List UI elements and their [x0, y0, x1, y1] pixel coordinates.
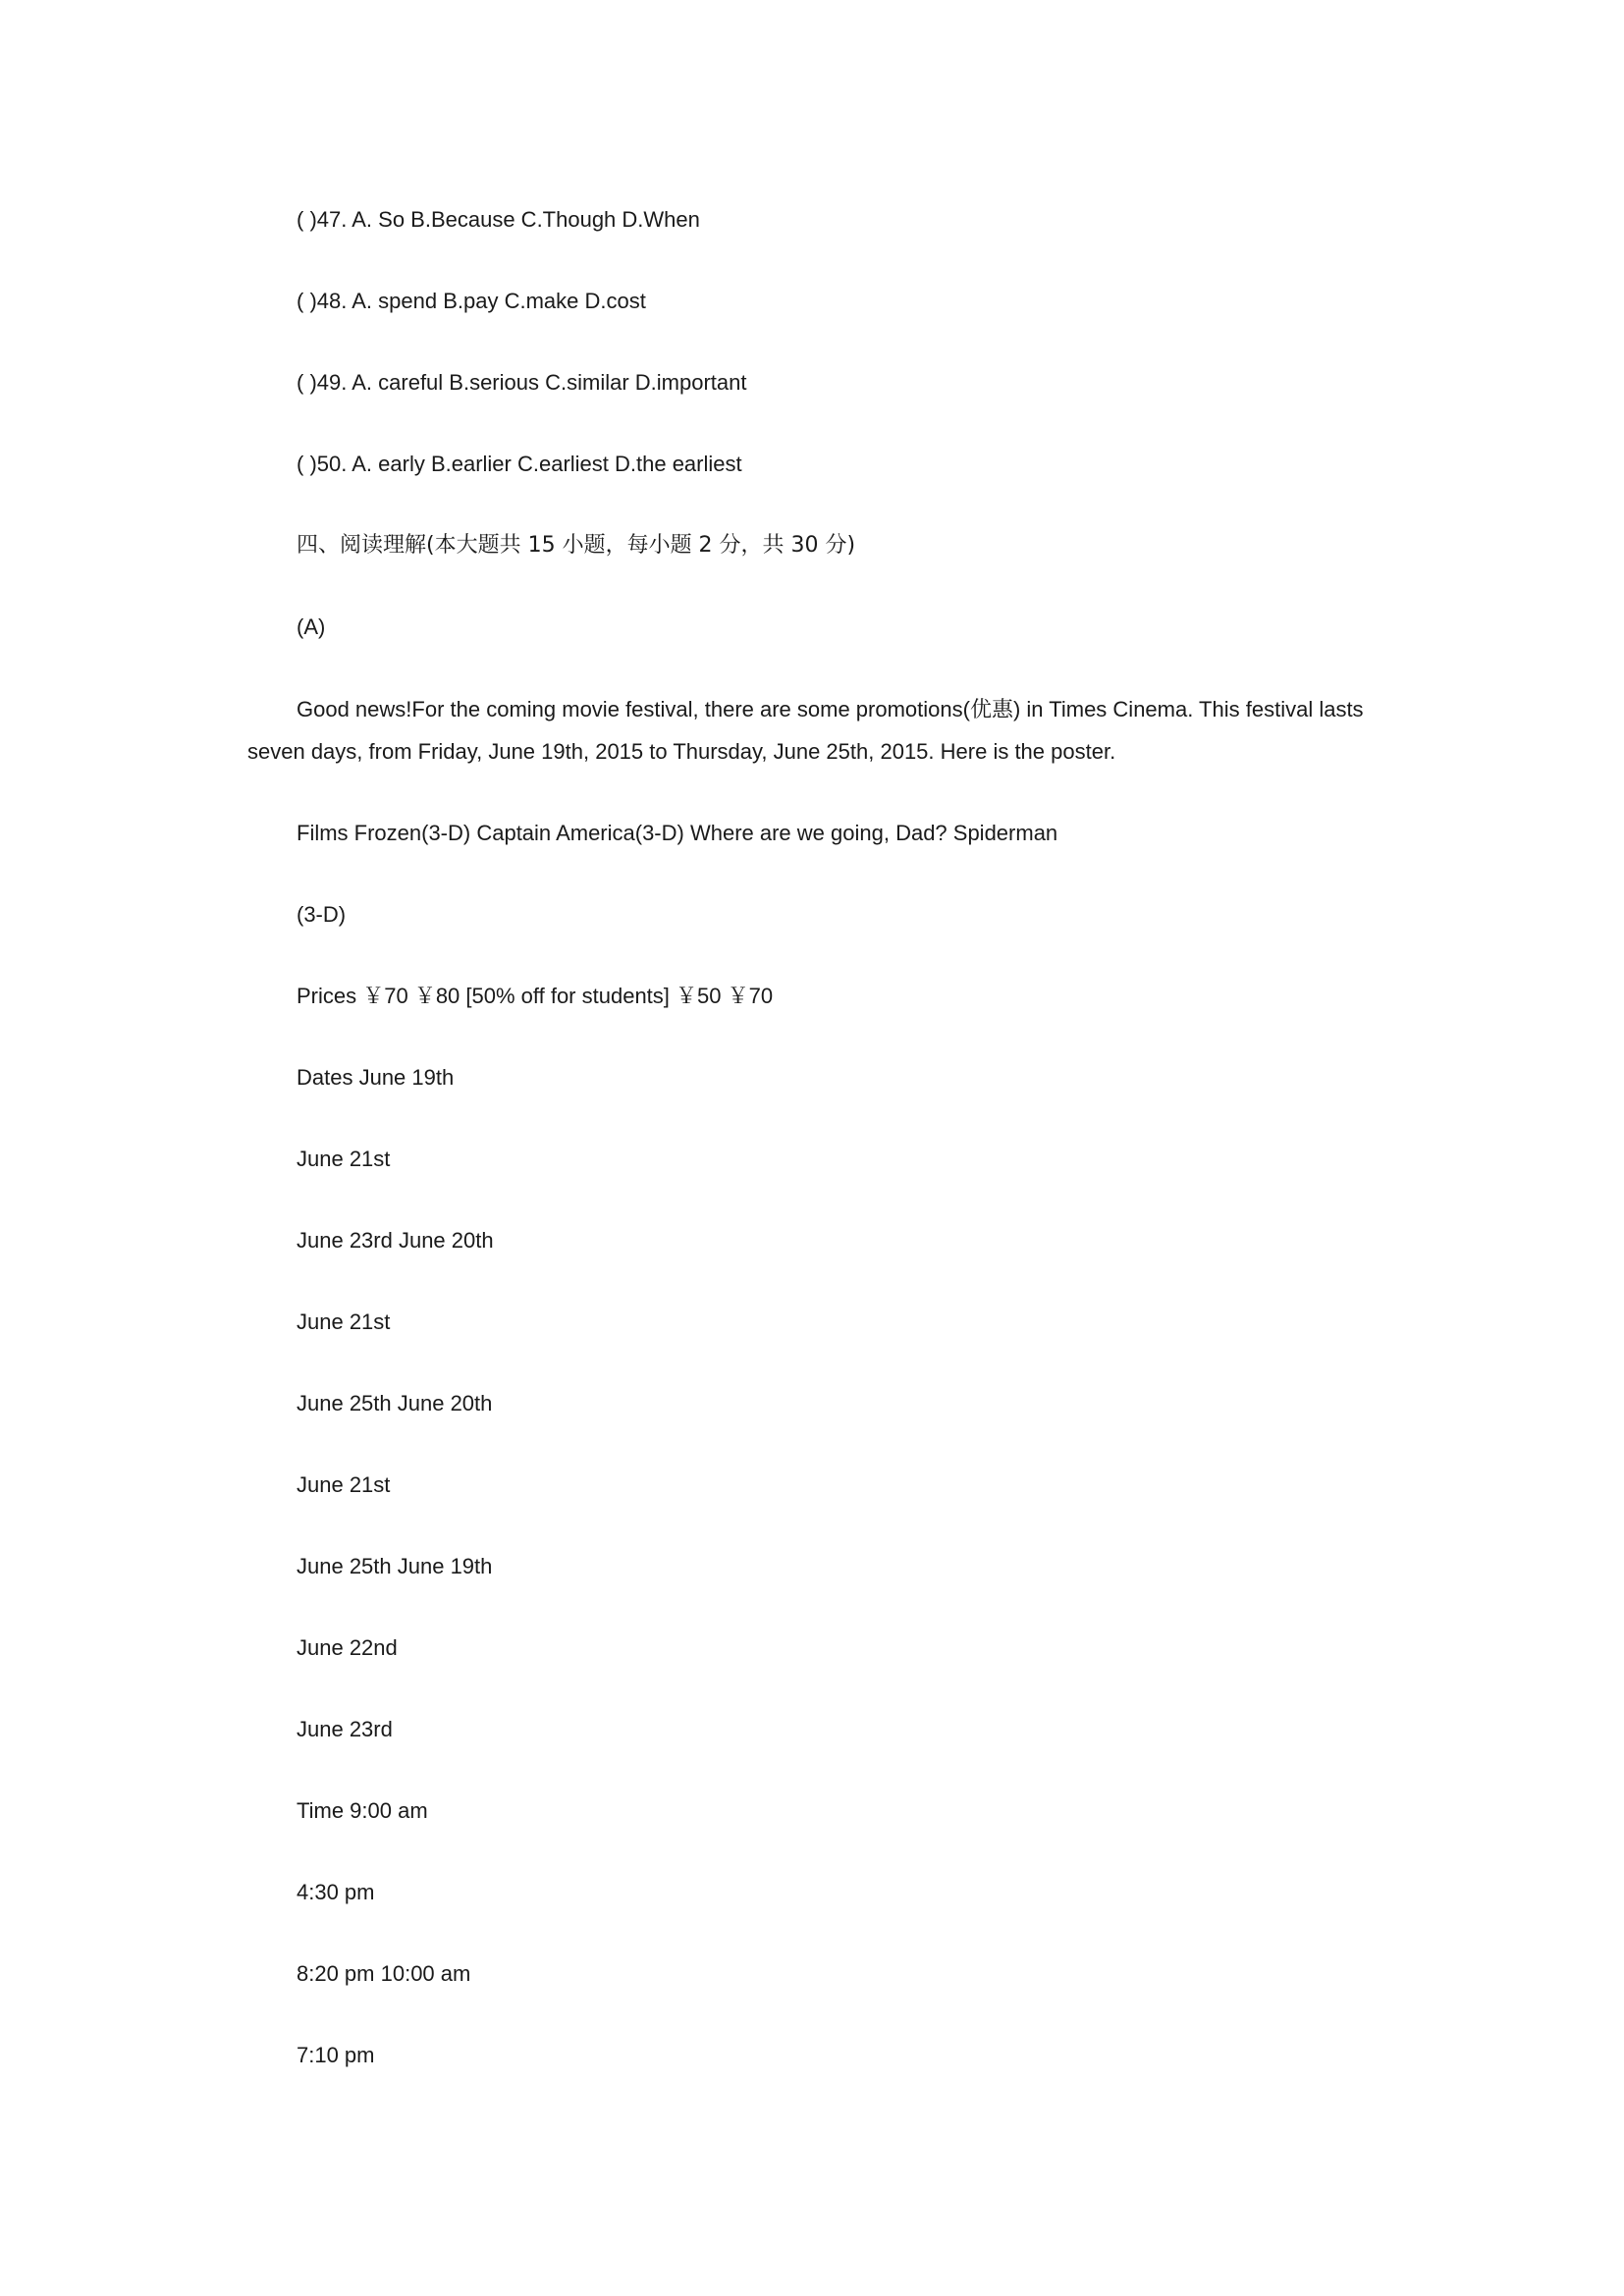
poster-date-line: June 21st	[297, 1472, 391, 1497]
poster-films-row: Films Frozen(3-D) Captain America(3-D) Where are we going, Dad? Spiderman	[297, 821, 1058, 845]
poster-films-row-cont: (3-D)	[297, 902, 347, 927]
section-heading: 四、阅读理解(本大题共 15 小题，每小题 2 分，共 30 分)	[297, 533, 856, 558]
poster-date-line: June 21st	[297, 1309, 391, 1334]
poster-date-line: June 22nd	[297, 1635, 398, 1660]
poster-date-line: June 23rd June 20th	[297, 1228, 494, 1253]
poster-dates-row: Dates June 19th	[297, 1065, 455, 1090]
poster-time-line: 4:30 pm	[297, 1880, 375, 1904]
poster-time-line: 8:20 pm 10:00 am	[297, 1961, 471, 1986]
passage-intro: Good news!For the coming movie festival, there are some promotions(优惠) in Times Cinema. This festival lasts seven days, from Friday, June 19th, 2015 to Thursday, June 25th, 2015. Here is the poster.	[247, 697, 1364, 764]
poster-date-line: June 23rd	[297, 1717, 393, 1741]
poster-time-line: 7:10 pm	[297, 2043, 375, 2067]
poster-time-row: Time 9:00 am	[297, 1798, 428, 1823]
question-47: ( )47. A. So B.Because C.Though D.When	[297, 207, 700, 232]
passage-label: (A)	[297, 614, 326, 639]
question-48: ( )48. A. spend B.pay C.make D.cost	[297, 289, 646, 313]
poster-prices-row: Prices ￥70 ￥80 [50% off for students] ￥50 ￥70	[297, 984, 774, 1008]
question-50: ( )50. A. early B.earlier C.earliest D.the earliest	[297, 452, 742, 476]
poster-date-line: June 25th June 19th	[297, 1554, 493, 1578]
poster-date-line: June 25th June 20th	[297, 1391, 493, 1415]
poster-date-line: June 21st	[297, 1147, 391, 1171]
question-49: ( )49. A. careful B.serious C.similar D.important	[297, 370, 747, 395]
